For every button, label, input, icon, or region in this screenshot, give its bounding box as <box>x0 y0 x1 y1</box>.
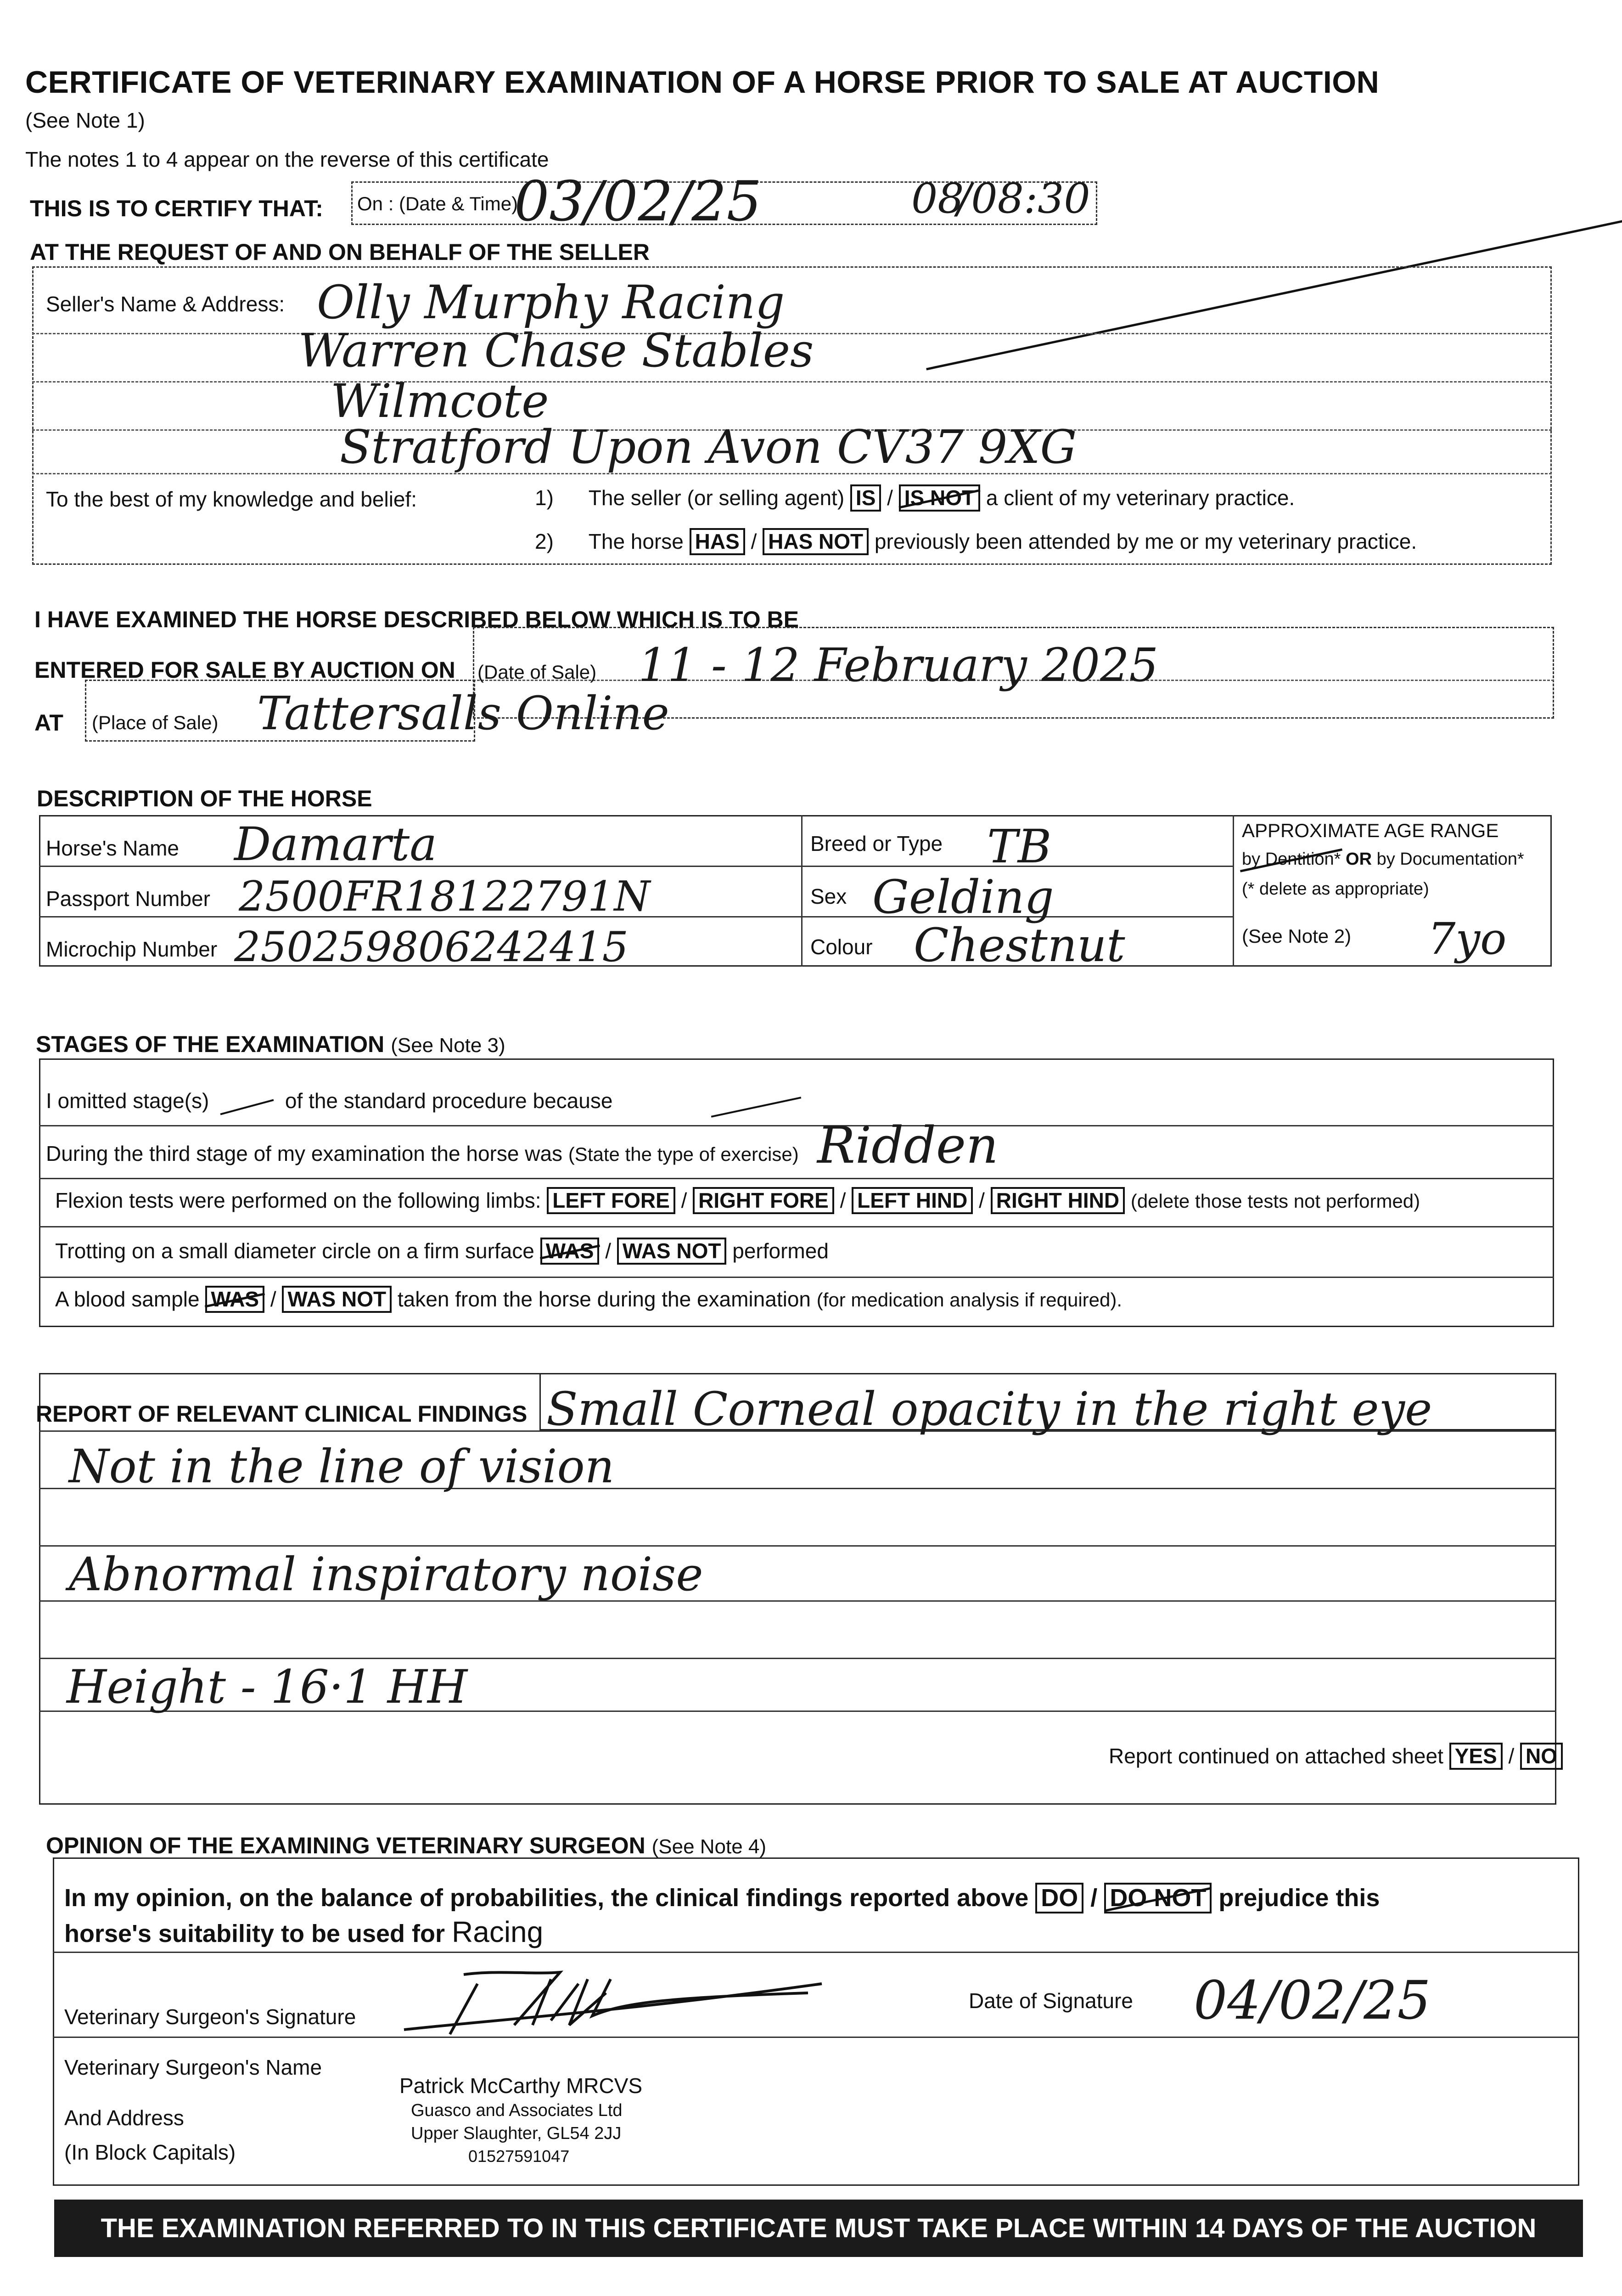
finding-line-4: Height - 16·1 HH <box>67 1660 468 1714</box>
is-option: IS <box>850 484 881 512</box>
limb-right-fore: RIGHT FORE <box>693 1187 834 1214</box>
exercise-type: Ridden <box>817 1116 999 1175</box>
microchip-number: 250259806242415 <box>234 923 629 971</box>
finding-line-3: Abnormal inspiratory noise <box>69 1548 703 1601</box>
has-option: HAS <box>690 528 745 555</box>
continued-yes: YES <box>1449 1743 1503 1770</box>
trot-was: WAS <box>540 1238 600 1265</box>
microchip-label: Microchip Number <box>46 937 218 961</box>
intended-use: Racing <box>452 1915 544 1948</box>
signature-label: Veterinary Surgeon's Signature <box>64 2005 356 2029</box>
vet-signature <box>395 1965 831 2043</box>
report-continued: Report continued on attached sheet YES / NO <box>1109 1743 1563 1770</box>
opinion-text-2: horse's suitability to be used for Racing <box>64 1915 544 1948</box>
age-value: 7yo <box>1428 914 1507 964</box>
date-of-signature: 04/02/25 <box>1194 1970 1431 2032</box>
footer-banner: THE EXAMINATION REFERRED TO IN THIS CERTIFICATE MUST TAKE PLACE WITHIN 14 DAYS OF THE AUCTION <box>54 2200 1583 2257</box>
colour-label: Colour <box>810 935 873 959</box>
opinion-text-1: In my opinion, on the balance of probabilities, the clinical findings reported above DO / DO NOT prejudice this <box>64 1883 1380 1913</box>
blood-was: WAS <box>205 1286 264 1313</box>
exam-time: /08:30 <box>957 174 1090 223</box>
knowledge-label: To the best of my knowledge and belief: <box>46 487 417 511</box>
exam-time-struck: 08 <box>911 174 1622 223</box>
see-note-1: (See Note 1) <box>25 108 145 132</box>
by-documentation: by Documentation* <box>1376 850 1524 869</box>
vet-name-label: Veterinary Surgeon's Name <box>64 2055 322 2079</box>
has-not-option: HAS NOT <box>763 528 869 555</box>
certificate-title: CERTIFICATE OF VETERINARY EXAMINATION OF A HORSE PRIOR TO SALE AT AUCTION <box>25 65 1380 100</box>
stamp-line-3: Upper Slaughter, GL54 2JJ <box>411 2124 622 2143</box>
colour: Chestnut <box>914 918 1125 972</box>
date-time-label: On : (Date & Time) <box>357 193 518 214</box>
blood-sample: A blood sample WAS / WAS NOT taken from the horse during the examination (for medication analysis if required). <box>55 1286 1122 1313</box>
is-not-option: IS NOT <box>899 484 980 512</box>
address-label: And Address <box>64 2106 184 2130</box>
entered-label: ENTERED FOR SALE BY AUCTION ON <box>34 657 455 683</box>
certify-label: THIS IS TO CERTIFY THAT: <box>30 196 323 221</box>
item1: 1) The seller (or selling agent) IS / IS NOT a client of my veterinary practice. <box>535 484 1295 512</box>
item2: 2) The horse HAS / HAS NOT previously been attended by me or my veterinary practice. <box>535 528 1417 555</box>
seller-line-3: Wilmcote <box>331 374 549 428</box>
stages-heading: STAGES OF THE EXAMINATION (See Note 3) <box>36 1031 505 1057</box>
at-label: AT <box>34 710 63 736</box>
age-methods: by Dentition* OR by Documentation* <box>1242 850 1524 869</box>
opinion-do-not: DO NOT <box>1104 1883 1212 1913</box>
horse-name: Damarta <box>234 817 437 871</box>
trot-was-not: WAS NOT <box>617 1238 727 1265</box>
horse-name-label: Horse's Name <box>46 836 179 860</box>
limb-left-hind: LEFT HIND <box>852 1187 973 1214</box>
breed-label: Breed or Type <box>810 832 943 855</box>
passport-label: Passport Number <box>46 887 210 911</box>
age-label: APPROXIMATE AGE RANGE <box>1242 820 1499 841</box>
age-delete-note: (* delete as appropriate) <box>1242 879 1429 899</box>
findings-heading: REPORT OF RELEVANT CLINICAL FINDINGS <box>36 1401 528 1427</box>
stamp-line-1: Patrick McCarthy MRCVS <box>399 2074 643 2098</box>
seller-line-1: Olly Murphy Racing <box>317 276 785 329</box>
place-of-sale-label: (Place of Sale) <box>92 712 219 733</box>
place-of-sale: Tattersalls Online <box>257 687 669 740</box>
blood-was-not: WAS NOT <box>282 1286 392 1313</box>
exam-date: 03/02/25 <box>514 170 762 234</box>
examined-line: I HAVE EXAMINED THE HORSE DESCRIBED BELOW WHICH IS TO BE <box>34 607 799 632</box>
request-line: AT THE REQUEST OF AND ON BEHALF OF THE SELLER <box>30 239 650 265</box>
seller-line-4: Stratford Upon Avon CV37 9XG <box>340 420 1077 474</box>
by-dentition: by Dentition* <box>1242 850 1341 869</box>
block-capitals-label: (In Block Capitals) <box>64 2140 236 2164</box>
finding-line-2: Not in the line of vision <box>69 1440 615 1493</box>
limb-right-hind: RIGHT HIND <box>991 1187 1125 1214</box>
trotting: Trotting on a small diameter circle on a firm surface WAS / WAS NOT performed <box>55 1238 829 1265</box>
stamp-line-2: Guasco and Associates Ltd <box>411 2101 623 2120</box>
sex-label: Sex <box>810 884 847 908</box>
date-of-sale: 11 - 12 February 2025 <box>638 638 1159 692</box>
seller-label: Seller's Name & Address: <box>46 292 285 316</box>
age-see-note: (See Note 2) <box>1242 925 1352 947</box>
seller-line-2: Warren Chase Stables <box>298 324 814 377</box>
limb-left-fore: LEFT FORE <box>547 1187 675 1214</box>
third-stage: During the third stage of my examination the horse was (State the type of exercise) <box>46 1142 799 1165</box>
date-signature-label: Date of Signature <box>969 1989 1134 2013</box>
flexion-tests: Flexion tests were performed on the following limbs: LEFT FORE / RIGHT FORE / LEFT HIND / RIGHT HIND (delete those tests not performed) <box>55 1187 1420 1214</box>
continued-no: NO <box>1520 1743 1563 1770</box>
description-heading: DESCRIPTION OF THE HORSE <box>37 786 372 811</box>
sex: Gelding <box>872 870 1054 924</box>
opinion-heading: OPINION OF THE EXAMINING VETERINARY SURGEON (See Note 4) <box>46 1833 767 1858</box>
omitted-stage: I omitted stage(s) of the standard procedure because <box>46 1088 802 1113</box>
notes-line: The notes 1 to 4 appear on the reverse of this certificate <box>25 147 549 171</box>
finding-line-1: Small Corneal opacity in the right eye <box>546 1382 1432 1436</box>
opinion-do: DO <box>1035 1883 1083 1913</box>
date-of-sale-label: (Date of Sale) <box>477 661 597 683</box>
breed: TB <box>987 820 1052 873</box>
stamp-line-4: 01527591047 <box>468 2147 570 2166</box>
passport-number: 2500FR18122791N <box>239 872 651 921</box>
